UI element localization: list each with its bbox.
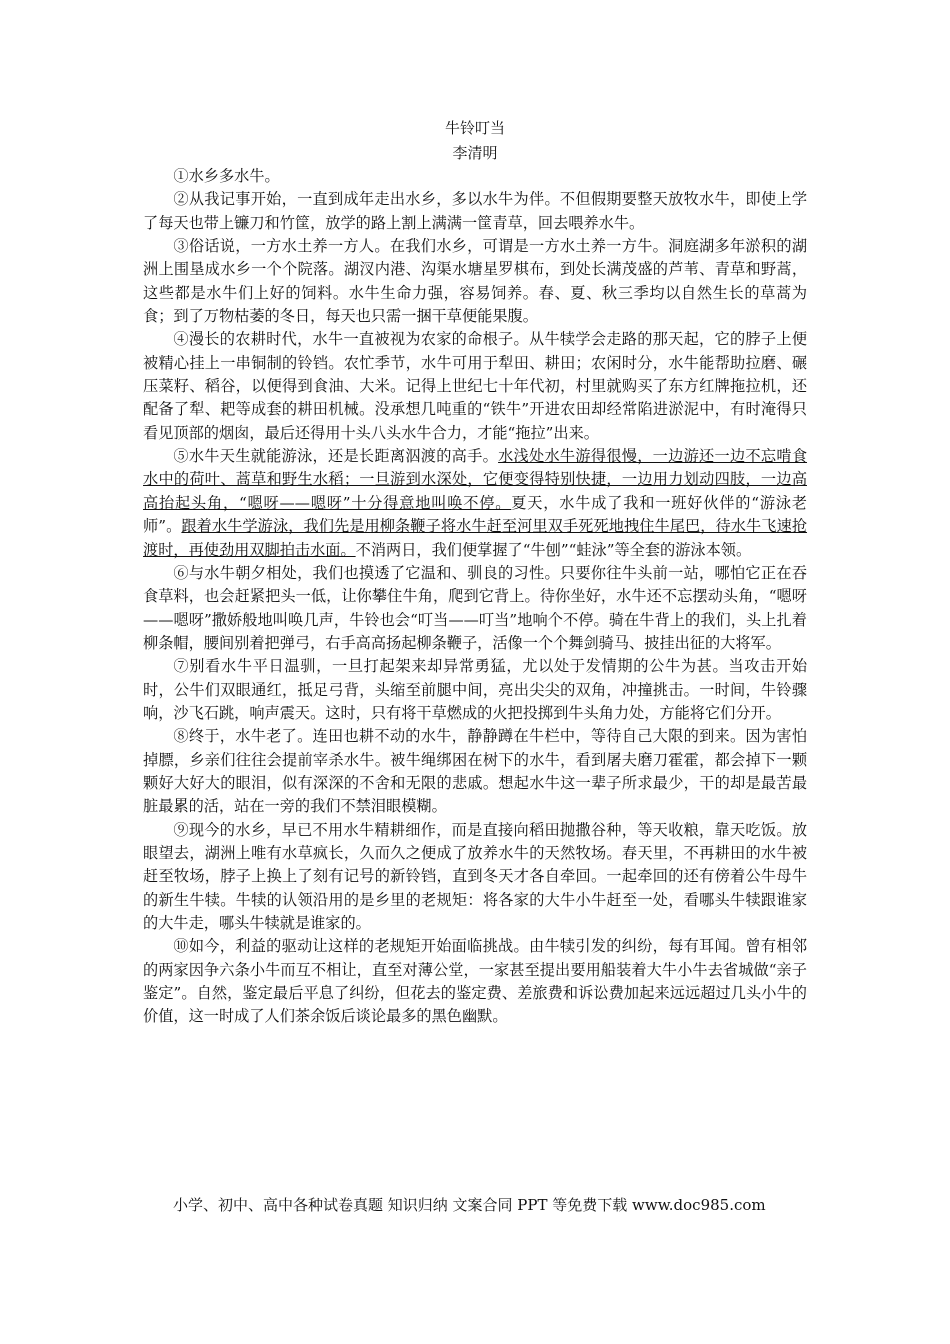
paragraph-5 <box>143 445 807 562</box>
paragraph-1: ①水乡多水牛。 <box>173 167 280 185</box>
footer-download-link[interactable]: 小学、初中、高中各种试卷真题 知识归纳 文案合同 PPT 等免费下载 www.doc985.com <box>173 1196 766 1214</box>
underlined-sentence-1: 水浅处水牛游得很慢，一边游还一边不忘啃食水中的荷叶、蒿草和野生水稻；一旦游到水深处，它便变得特别快捷，一边用力划动四肢，一边高高抬起头角，“嗯呀——嗯呀”十分得意地叫唤不停。 <box>143 447 808 512</box>
article-author: 李清明 <box>452 144 498 162</box>
article-title: 牛铃叮当 <box>444 119 505 137</box>
paragraph-10: ⑩如今，利益的驱动让这样的老规矩开始面临挑战。由牛犊引发的纠纷，每有耳闻。曾有相邻的两家因争六条小牛而互不相让，直至对薄公堂，一家甚至提出要用船装着大牛小牛去省城做“亲子鉴定”。自然，鉴定最后平息了纠纷，但花去的鉴定费、差旅费和诉讼费加起来远远超过几头小牛的价值，这一时成了人们茶余饭后谈论最多的黑色幽默。 <box>143 937 807 1026</box>
paragraph-6: ⑥与水牛朝夕相处，我们也摸透了它温和、驯良的习性。只要你往牛头前一站，哪怕它正在吞食草料，也会赶紧把头一低，让你攀住牛角，爬到它背上。待你坐好，水牛还不忘摆动头角，“嗯呀——嗯呀”撒娇般地叫唤几声，牛铃也会“叮当——叮当”地响个不停。骑在牛背上的我们，头上扎着柳条帽，腰间别着把弹弓，右手高高扬起柳条鞭子，活像一个个舞剑骑马、披挂出征的大将军。 <box>143 563 807 652</box>
article-body <box>143 165 807 1029</box>
paragraph-3: ③俗话说，一方水土养一方人。在我们水乡，可谓是一方水土养一方牛。洞庭湖多年淤积的湖洲上围垦成水乡一个个院落。湖汊内港、沟渠水塘星罗棋布，到处长满茂盛的芦苇、青草和野蒿，这些都是水牛们上好的饲料。水牛生命力强，容易饲养。春、夏、秋三季均以自然生长的草蒿为食；到了万物枯萎的冬日，每天也只需一捆干草便能果腹。 <box>143 237 807 326</box>
paragraph-5-text-b: 夏天，水牛成了我和一班好伙伴的“游泳老师”。 <box>143 493 807 536</box>
paragraph-5-text-a: ⑤水牛天生就能游泳，还是长距离泅渡的高手。 <box>173 447 499 466</box>
underlined-sentence-2: 跟着水牛学游泳，我们先是用柳条鞭子将水牛赶至河里双手死死地拽住牛尾巴，待水牛飞速抢渡时，再使劲用双脚拍击水面。 <box>143 517 808 559</box>
paragraph-9: ⑨现今的水乡，早已不用水牛精耕细作，而是直接向稻田抛撒谷种，等天收粮，靠天吃饭。放眼望去，湖洲上唯有水草疯长，久而久之便成了放养水牛的天然牧场。春天里，不再耕田的水牛被赶至牧场，脖子上换上了刻有记号的新铃铛，直到冬天才各自牵回。一起牵回的还有傍着公牛母牛的新生牛犊。牛犊的认领沿用的是乡里的老规矩：将各家的大牛小牛赶至一处，看哪头牛犊跟谁家的大牛走，哪头牛犊就是谁家的。 <box>143 820 807 932</box>
paragraph-4: ④漫长的农耕时代，水牛一直被视为农家的命根子。从牛犊学会走路的那天起，它的脖子上便被精心挂上一串铜制的铃铛。农忙季节，水牛可用于犁田、耕田；农闲时分，水牛能帮助拉磨、碾压菜籽、稻谷，以便得到食油、大米。记得上世纪七十年代初，村里就购买了东方红牌拖拉机，还配备了犁、耙等成套的耕田机械。没承想几吨重的“铁牛”开进农田却经常陷进淤泥中，有时淹得只看见顶部的烟囱，最后还得用十头八头水牛合力，才能“拖拉”出来。 <box>143 330 807 442</box>
paragraph-8: ⑧终于，水牛老了。连田也耕不动的水牛，静静蹲在牛栏中，等待自己大限的到来。因为害怕掉膘，乡亲们往往会提前宰杀水牛。被牛绳绑困在树下的水牛，看到屠夫磨刀霍霍，都会掉下一颗颗好大好大的眼泪，似有深深的不舍和无限的悲戚。想起水牛这一辈子所求最少，干的却是最苦最脏最累的活，站在一旁的我们不禁泪眼模糊。 <box>143 727 807 816</box>
paragraph-7: ⑦别看水牛平日温驯，一旦打起架来却异常勇猛，尤以处于发情期的公牛为甚。当攻击开始时，公牛们双眼通红，抵足弓背，头缩至前腿中间，亮出尖尖的双角，冲撞挑击。一时间，牛铃骤响，沙飞石跳，响声震天。这时，只有将干草燃成的火把投掷到牛头角力处，方能将它们分开。 <box>143 657 807 722</box>
paragraph-2: ②从我记事开始，一直到成年走出水乡，多以水牛为伴。不但假期要整天放牧水牛，即使上学了每天也带上镰刀和竹筐，放学的路上割上满满一筐青草，回去喂养水牛。 <box>143 190 807 232</box>
paragraph-5-text-c: 不消两日，我们便掌握了“牛刨”“蛙泳”等全套的游泳本领。 <box>355 540 752 559</box>
